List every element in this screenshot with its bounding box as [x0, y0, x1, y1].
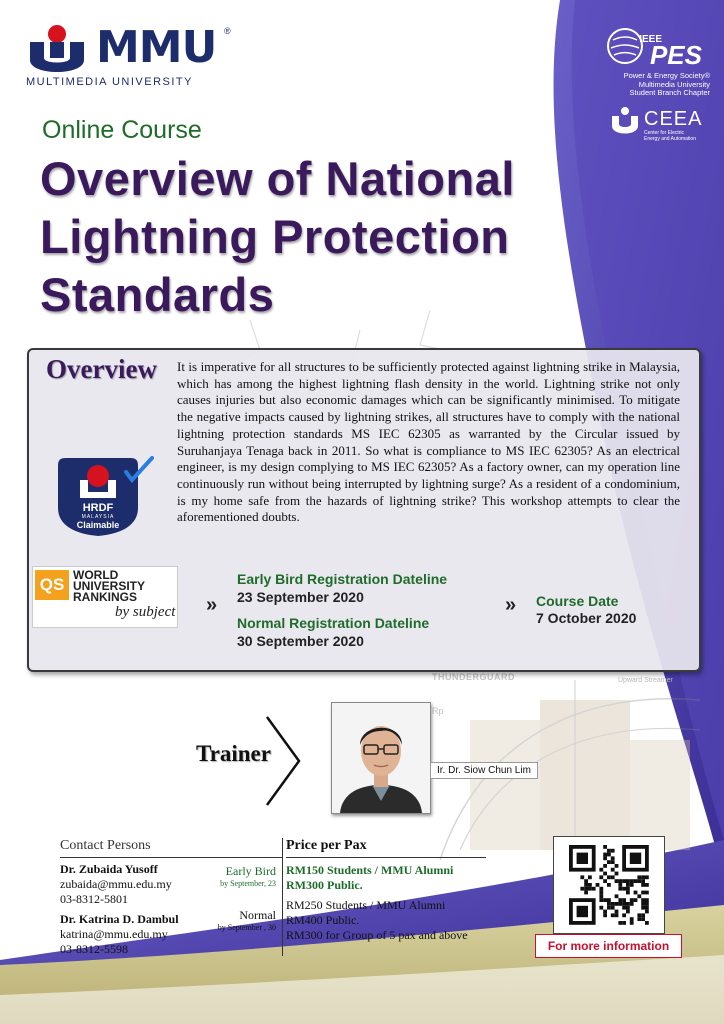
ceea-subtitle	[644, 130, 696, 142]
trainer-photo	[331, 702, 431, 814]
ieee-line-1: Power & Energy Society®	[623, 71, 710, 80]
qr-code-image	[554, 837, 664, 933]
ieee-line-3: Student Branch Chapter	[629, 88, 710, 97]
contact-title: Contact Persons	[60, 838, 151, 853]
pes-wordmark: PES	[649, 40, 702, 70]
qs-badge: QS	[35, 570, 69, 600]
title-line-3: Standards	[40, 268, 275, 321]
page-title	[40, 150, 515, 324]
hrdf-country: MALAYSIA	[81, 514, 115, 520]
ceea-logo	[610, 106, 710, 142]
contact-phone: 03-8312-5801	[60, 892, 128, 906]
overview-heading: Overview	[46, 354, 157, 384]
normal-price-lines	[286, 898, 468, 943]
hrdf-badge	[58, 452, 154, 538]
qs-wordmark	[73, 570, 145, 603]
contact-name: Dr. Zubaida Yusoff	[60, 862, 158, 876]
contact-divider	[60, 857, 282, 858]
mmu-registered-mark: ®	[224, 26, 231, 36]
mmu-subtitle: MULTIMEDIA UNIVERSITY	[26, 76, 193, 88]
qs-line-3: RANKINGS	[73, 590, 138, 604]
course-label: Online Course	[42, 116, 202, 144]
ieee-globe-icon	[605, 26, 645, 66]
contact-phone: 03-8312-5598	[60, 942, 128, 956]
qr-code[interactable]	[553, 836, 665, 934]
ceea-emblem-icon	[610, 106, 640, 136]
early-sublabel: by September, 23	[220, 879, 276, 888]
contact-person-1	[60, 862, 172, 907]
early-label: Early Bird	[225, 864, 276, 878]
hrdf-title: HRDF	[82, 502, 114, 514]
normal-registration-date: 30 September 2020	[237, 633, 364, 649]
trainer-name-tag: Ir. Dr. Siow Chun Lim	[430, 762, 538, 779]
background-streamer-label: Upward Streamer	[618, 677, 673, 684]
normal-sublabel: by September , 30	[217, 923, 276, 932]
title-line-1: Overview of National	[40, 152, 515, 205]
qs-by-subject: by subject	[115, 604, 176, 620]
normal-price-label	[180, 908, 276, 932]
normal-label: Normal	[239, 908, 276, 922]
background-rp-label: Rp	[432, 706, 444, 716]
trainer-portrait	[332, 703, 430, 813]
early-bird-title: Early Bird Registration Dateline	[237, 571, 448, 587]
mmu-logo	[26, 24, 236, 94]
title-line-2: Lightning Protection	[40, 210, 510, 263]
early-price-lines	[286, 863, 453, 893]
normal-price-public: RM400 Public.	[286, 913, 360, 927]
early-bird-date: 23 September 2020	[237, 589, 364, 605]
hrdf-claimable: Claimable	[76, 520, 120, 530]
normal-registration-title: Normal Registration Dateline	[237, 615, 430, 631]
contact-name: Dr. Katrina D. Dambul	[60, 912, 179, 926]
contact-email[interactable]: katrina@mmu.edu.my	[60, 927, 168, 941]
early-price-students: RM150 Students / MMU Alumni	[286, 863, 454, 877]
more-info-button[interactable]: For more information	[535, 934, 682, 958]
ieee-line-2: Multimedia University	[638, 79, 710, 89]
qs-line-2: UNIVERSITY	[73, 579, 146, 593]
course-chevron-icon: »	[505, 594, 511, 616]
trainer-chevron-icon	[263, 715, 303, 807]
course-date: 7 October 2020	[536, 610, 637, 626]
ieee-pes-logo	[605, 20, 710, 100]
background-brand: THUNDERGUARD	[432, 672, 515, 682]
price-underline	[286, 857, 486, 858]
mmu-emblem-icon	[26, 24, 88, 74]
pricing-divider	[282, 838, 283, 956]
contact-email[interactable]: zubaida@mmu.edu.my	[60, 877, 172, 891]
trainer-label: Trainer	[196, 741, 271, 766]
price-title: Price per Pax	[286, 838, 367, 853]
course-date-title: Course Date	[536, 593, 619, 609]
normal-price-students: RM250 Students / MMU Alumni	[286, 898, 446, 912]
early-price-label	[180, 864, 276, 888]
ieee-wordmark: IEEE	[639, 34, 662, 45]
ceea-line-1: Center for Electric	[644, 130, 685, 136]
mmu-wordmark: MMU	[96, 22, 217, 73]
ieee-chapter-text	[624, 72, 710, 98]
normal-price-group: RM300 for Group of 5 pax and above	[286, 928, 468, 942]
early-chevron-icon: »	[206, 594, 212, 616]
overview-text: It is imperative for all structures to be sufficiently protected against lightning strike in Malaysia, which has among the highest lightning flash density in the world. Lightning strike not only causes injuries but also economic damages which can be significantly minimised. To mitigate the negative impacts caused by lightning strikes, all structures have to comply with the national lightning protection standards MS IEC 62305 as warranted by the Circular issued by Suruhanjaya Tenaga back in 2011. So what is compliance to MS IEC 62305? As an electrical engineer, is my design complying to MS IEC 62305? As a factory owner, can my operation line continuously run without being interrupted by lightning surge? As a resident of a condominium, is my home safe from the hazards of lightning strike? This workshop attempts to clear the aforementioned doubts.	[177, 359, 680, 525]
qs-rankings-logo	[32, 566, 178, 628]
qs-line-1: WORLD	[73, 568, 119, 582]
early-price-public: RM300 Public.	[286, 878, 363, 892]
contact-person-2	[60, 912, 179, 957]
ceea-line-2: Energy and Automation	[644, 136, 696, 142]
ceea-wordmark: CEEA	[644, 108, 703, 130]
